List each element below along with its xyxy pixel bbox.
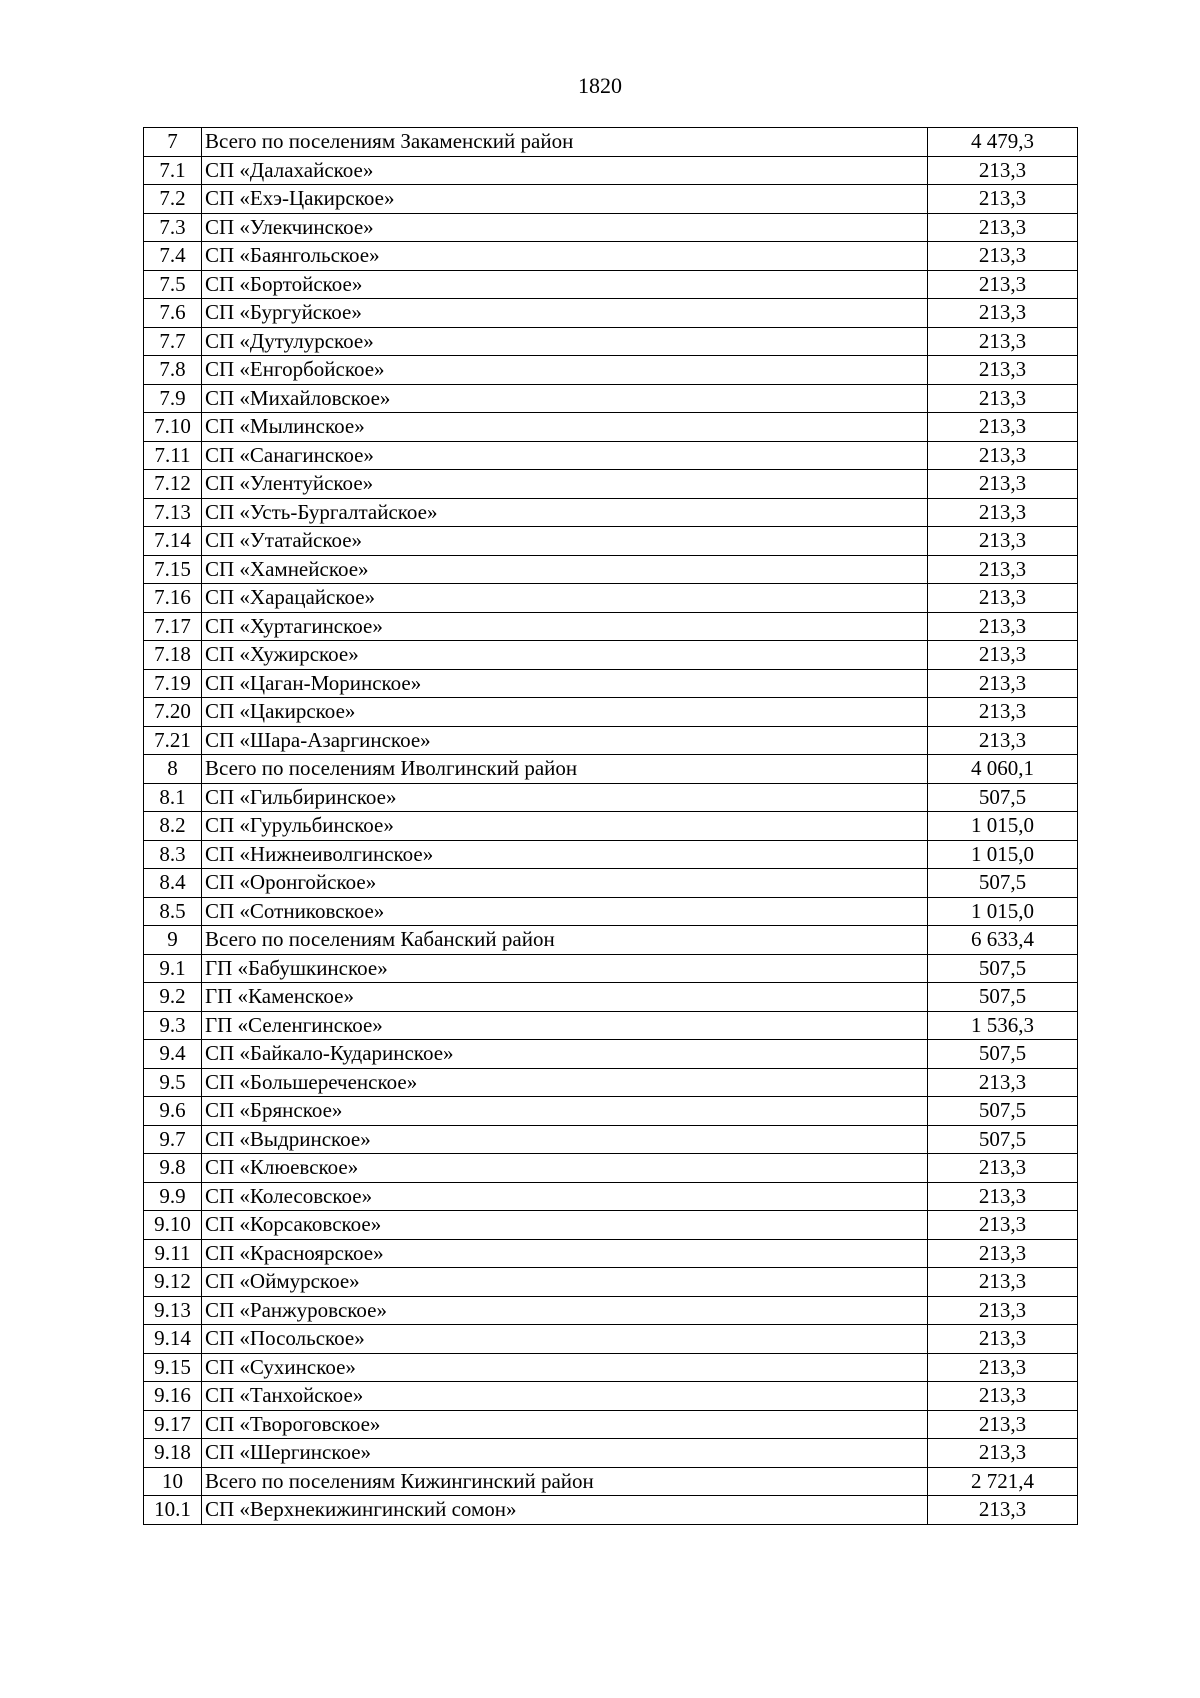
amount-cell: 213,3	[928, 1325, 1078, 1354]
table-row	[144, 983, 1078, 1012]
amount-cell: 213,3	[928, 1211, 1078, 1240]
table-row	[144, 1239, 1078, 1268]
row-number-cell: 8.1	[144, 783, 202, 812]
row-number-cell: 7.7	[144, 327, 202, 356]
row-number-cell: 9.6	[144, 1097, 202, 1126]
table-row	[144, 1353, 1078, 1382]
row-number-cell: 9.2	[144, 983, 202, 1012]
amount-cell: 213,3	[928, 1068, 1078, 1097]
row-number-cell: 10.1	[144, 1496, 202, 1525]
table-row	[144, 669, 1078, 698]
amount-cell: 213,3	[928, 384, 1078, 413]
table-row	[144, 584, 1078, 613]
amount-cell: 213,3	[928, 584, 1078, 613]
table-row	[144, 755, 1078, 784]
row-number-cell: 7.5	[144, 270, 202, 299]
amount-cell: 213,3	[928, 1154, 1078, 1183]
settlement-name-cell: СП «Шергинское»	[202, 1439, 928, 1468]
table-row	[144, 299, 1078, 328]
amount-cell: 213,3	[928, 441, 1078, 470]
amount-cell: 213,3	[928, 242, 1078, 271]
settlement-name-cell: СП «Сотниковское»	[202, 897, 928, 926]
amount-cell: 213,3	[928, 327, 1078, 356]
settlement-name-cell: СП «Шара-Азаргинское»	[202, 726, 928, 755]
table-row	[144, 327, 1078, 356]
amount-cell: 213,3	[928, 299, 1078, 328]
amount-cell: 213,3	[928, 527, 1078, 556]
settlement-name-cell: ГП «Селенгинское»	[202, 1011, 928, 1040]
amount-cell: 213,3	[928, 1382, 1078, 1411]
row-number-cell: 9.17	[144, 1410, 202, 1439]
table-row	[144, 1410, 1078, 1439]
settlement-name-cell: СП «Гурульбинское»	[202, 812, 928, 841]
table-row	[144, 555, 1078, 584]
table-row	[144, 1325, 1078, 1354]
amount-cell: 213,3	[928, 270, 1078, 299]
amount-cell: 1 015,0	[928, 812, 1078, 841]
settlement-name-cell: СП «Брянское»	[202, 1097, 928, 1126]
row-number-cell: 7.2	[144, 185, 202, 214]
settlement-name-cell: СП «Дутулурское»	[202, 327, 928, 356]
row-number-cell: 7.6	[144, 299, 202, 328]
row-number-cell: 7.11	[144, 441, 202, 470]
table-row	[144, 470, 1078, 499]
table-row	[144, 641, 1078, 670]
row-number-cell: 9.5	[144, 1068, 202, 1097]
settlement-name-cell: Всего по поселениям Иволгинский район	[202, 755, 928, 784]
amount-cell: 507,5	[928, 1040, 1078, 1069]
row-number-cell: 8.4	[144, 869, 202, 898]
table-row	[144, 1467, 1078, 1496]
table-row	[144, 783, 1078, 812]
row-number-cell: 7.20	[144, 698, 202, 727]
settlement-name-cell: СП «Гильбиринское»	[202, 783, 928, 812]
settlement-name-cell: СП «Большереченское»	[202, 1068, 928, 1097]
table-row	[144, 413, 1078, 442]
table-row	[144, 527, 1078, 556]
table-row	[144, 926, 1078, 955]
amount-cell: 507,5	[928, 983, 1078, 1012]
settlement-name-cell: СП «Хуртагинское»	[202, 612, 928, 641]
settlement-name-cell: СП «Танхойское»	[202, 1382, 928, 1411]
row-number-cell: 8.3	[144, 840, 202, 869]
amount-cell: 507,5	[928, 954, 1078, 983]
row-number-cell: 10	[144, 1467, 202, 1496]
row-number-cell: 7.14	[144, 527, 202, 556]
settlement-name-cell: СП «Красноярское»	[202, 1239, 928, 1268]
table-row	[144, 156, 1078, 185]
table-row	[144, 242, 1078, 271]
amount-cell: 1 015,0	[928, 840, 1078, 869]
amount-cell: 213,3	[928, 698, 1078, 727]
settlement-name-cell: СП «Цаган-Моринское»	[202, 669, 928, 698]
amount-cell: 213,3	[928, 356, 1078, 385]
row-number-cell: 7	[144, 128, 202, 157]
row-number-cell: 7.12	[144, 470, 202, 499]
settlement-name-cell: СП «Хамнейское»	[202, 555, 928, 584]
row-number-cell: 9.15	[144, 1353, 202, 1382]
table-row	[144, 897, 1078, 926]
row-number-cell: 9.14	[144, 1325, 202, 1354]
row-number-cell: 7.21	[144, 726, 202, 755]
row-number-cell: 9.12	[144, 1268, 202, 1297]
amount-cell: 213,3	[928, 1296, 1078, 1325]
settlement-name-cell: Всего по поселениям Закаменский район	[202, 128, 928, 157]
settlement-name-cell: СП «Санагинское»	[202, 441, 928, 470]
table-row	[144, 1296, 1078, 1325]
table-row	[144, 213, 1078, 242]
settlement-name-cell: ГП «Каменское»	[202, 983, 928, 1012]
amount-cell: 213,3	[928, 1182, 1078, 1211]
row-number-cell: 9.9	[144, 1182, 202, 1211]
row-number-cell: 7.19	[144, 669, 202, 698]
row-number-cell: 7.9	[144, 384, 202, 413]
amount-cell: 2 721,4	[928, 1467, 1078, 1496]
settlement-name-cell: СП «Усть-Бургалтайское»	[202, 498, 928, 527]
amount-cell: 213,3	[928, 612, 1078, 641]
row-number-cell: 7.16	[144, 584, 202, 613]
row-number-cell: 7.17	[144, 612, 202, 641]
page-number: 1820	[578, 73, 622, 98]
amount-cell: 507,5	[928, 1097, 1078, 1126]
table-row	[144, 954, 1078, 983]
table-row	[144, 1182, 1078, 1211]
settlement-name-cell: СП «Утатайское»	[202, 527, 928, 556]
settlement-name-cell: СП «Выдринское»	[202, 1125, 928, 1154]
table-row	[144, 1496, 1078, 1525]
row-number-cell: 9.11	[144, 1239, 202, 1268]
amount-cell: 4 060,1	[928, 755, 1078, 784]
amount-cell: 213,3	[928, 1410, 1078, 1439]
row-number-cell: 9.13	[144, 1296, 202, 1325]
row-number-cell: 7.15	[144, 555, 202, 584]
amount-cell: 1 536,3	[928, 1011, 1078, 1040]
settlement-name-cell: СП «Улентуйское»	[202, 470, 928, 499]
table-row	[144, 128, 1078, 157]
settlement-name-cell: СП «Твороговское»	[202, 1410, 928, 1439]
table-row	[144, 1268, 1078, 1297]
table-row	[144, 812, 1078, 841]
table-row	[144, 356, 1078, 385]
row-number-cell: 9.4	[144, 1040, 202, 1069]
amount-cell: 213,3	[928, 1496, 1078, 1525]
table-row	[144, 1125, 1078, 1154]
amount-cell: 213,3	[928, 1239, 1078, 1268]
settlement-name-cell: ГП «Бабушкинское»	[202, 954, 928, 983]
amount-cell: 213,3	[928, 470, 1078, 499]
table-row	[144, 840, 1078, 869]
settlement-name-cell: СП «Далахайское»	[202, 156, 928, 185]
amount-cell: 213,3	[928, 213, 1078, 242]
settlement-name-cell: СП «Сухинское»	[202, 1353, 928, 1382]
row-number-cell: 7.4	[144, 242, 202, 271]
table-row	[144, 869, 1078, 898]
amount-cell: 213,3	[928, 156, 1078, 185]
settlement-name-cell: СП «Бортойское»	[202, 270, 928, 299]
settlement-name-cell: СП «Цакирское»	[202, 698, 928, 727]
amount-cell: 213,3	[928, 185, 1078, 214]
settlement-name-cell: СП «Клюевское»	[202, 1154, 928, 1183]
table-row	[144, 1211, 1078, 1240]
row-number-cell: 7.1	[144, 156, 202, 185]
amount-cell: 213,3	[928, 1268, 1078, 1297]
settlement-name-cell: СП «Колесовское»	[202, 1182, 928, 1211]
settlement-name-cell: СП «Байкало-Кударинское»	[202, 1040, 928, 1069]
table-row	[144, 1154, 1078, 1183]
table-row	[144, 498, 1078, 527]
row-number-cell: 9.16	[144, 1382, 202, 1411]
settlement-name-cell: СП «Михайловское»	[202, 384, 928, 413]
table-row	[144, 1097, 1078, 1126]
amount-cell: 1 015,0	[928, 897, 1078, 926]
row-number-cell: 7.18	[144, 641, 202, 670]
table-row	[144, 1439, 1078, 1468]
settlement-name-cell: СП «Оймурское»	[202, 1268, 928, 1297]
row-number-cell: 7.10	[144, 413, 202, 442]
row-number-cell: 9.8	[144, 1154, 202, 1183]
settlement-name-cell: СП «Ранжуровское»	[202, 1296, 928, 1325]
row-number-cell: 7.13	[144, 498, 202, 527]
settlement-name-cell: СП «Баянгольское»	[202, 242, 928, 271]
table-row	[144, 1068, 1078, 1097]
amount-cell: 213,3	[928, 726, 1078, 755]
settlement-name-cell: СП «Нижнеиволгинское»	[202, 840, 928, 869]
settlement-name-cell: Всего по поселениям Кижингинский район	[202, 1467, 928, 1496]
row-number-cell: 9.7	[144, 1125, 202, 1154]
settlement-name-cell: СП «Посольское»	[202, 1325, 928, 1354]
amount-cell: 213,3	[928, 413, 1078, 442]
settlement-name-cell: СП «Верхнекижингинский сомон»	[202, 1496, 928, 1525]
row-number-cell: 9.10	[144, 1211, 202, 1240]
amount-cell: 213,3	[928, 498, 1078, 527]
amount-cell: 213,3	[928, 1439, 1078, 1468]
settlements-table	[143, 127, 1078, 1525]
table-row	[144, 726, 1078, 755]
settlement-name-cell: СП «Оронгойское»	[202, 869, 928, 898]
row-number-cell: 9	[144, 926, 202, 955]
settlement-name-cell: СП «Харацайское»	[202, 584, 928, 613]
settlement-name-cell: СП «Хужирское»	[202, 641, 928, 670]
row-number-cell: 8.2	[144, 812, 202, 841]
settlement-name-cell: СП «Бургуйское»	[202, 299, 928, 328]
table-row	[144, 1382, 1078, 1411]
amount-cell: 507,5	[928, 1125, 1078, 1154]
settlement-name-cell: СП «Ехэ-Цакирское»	[202, 185, 928, 214]
table-row	[144, 185, 1078, 214]
settlement-name-cell: СП «Мылинское»	[202, 413, 928, 442]
settlement-name-cell: СП «Корсаковское»	[202, 1211, 928, 1240]
amount-cell: 507,5	[928, 869, 1078, 898]
amount-cell: 213,3	[928, 555, 1078, 584]
amount-cell: 6 633,4	[928, 926, 1078, 955]
row-number-cell: 9.1	[144, 954, 202, 983]
row-number-cell: 8	[144, 755, 202, 784]
settlement-name-cell: СП «Енгорбойское»	[202, 356, 928, 385]
row-number-cell: 8.5	[144, 897, 202, 926]
table-row	[144, 441, 1078, 470]
table-row	[144, 1011, 1078, 1040]
table-row	[144, 612, 1078, 641]
amount-cell: 213,3	[928, 641, 1078, 670]
row-number-cell: 9.18	[144, 1439, 202, 1468]
amount-cell: 4 479,3	[928, 128, 1078, 157]
table-row	[144, 384, 1078, 413]
table-row	[144, 1040, 1078, 1069]
row-number-cell: 7.3	[144, 213, 202, 242]
row-number-cell: 7.8	[144, 356, 202, 385]
table-row	[144, 698, 1078, 727]
table-body	[144, 128, 1078, 1525]
table-row	[144, 270, 1078, 299]
amount-cell: 213,3	[928, 1353, 1078, 1382]
settlement-name-cell: СП «Улекчинское»	[202, 213, 928, 242]
amount-cell: 213,3	[928, 669, 1078, 698]
settlement-name-cell: Всего по поселениям Кабанский район	[202, 926, 928, 955]
amount-cell: 507,5	[928, 783, 1078, 812]
row-number-cell: 9.3	[144, 1011, 202, 1040]
